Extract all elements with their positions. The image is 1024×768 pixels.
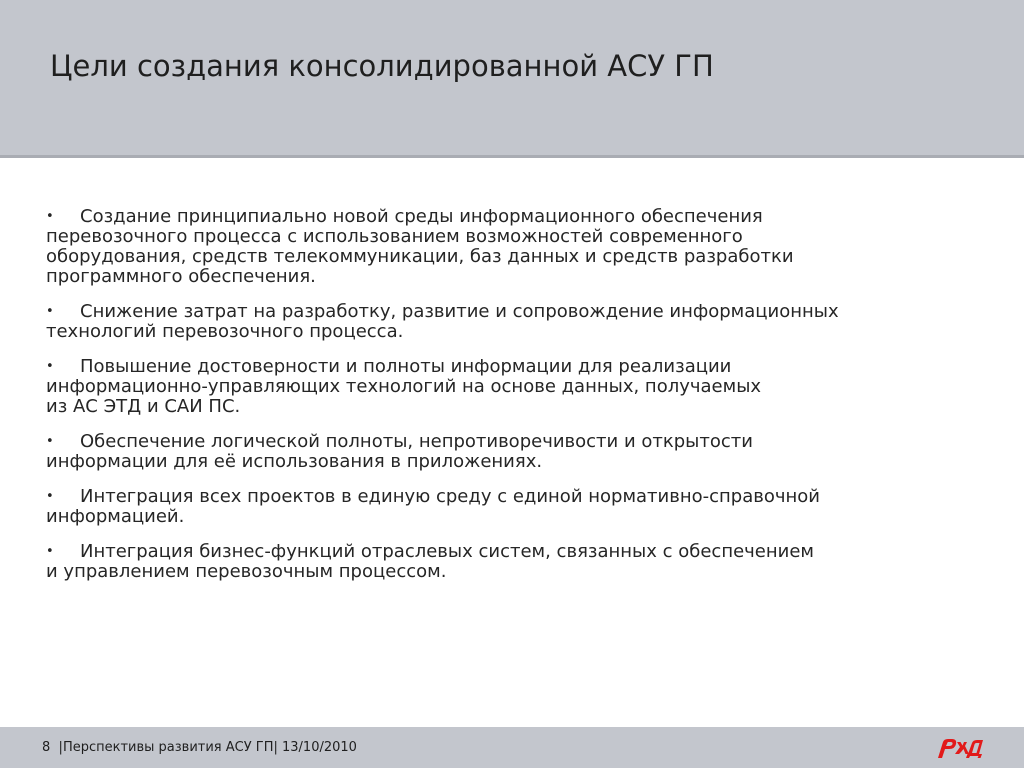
bullet-text-line: информации для её использования в приложениях. bbox=[46, 451, 543, 472]
bullet-marker: • bbox=[46, 434, 54, 449]
bullet-item bbox=[46, 542, 986, 582]
bullet-marker: • bbox=[46, 359, 54, 374]
bullet-item bbox=[46, 357, 986, 417]
bullet-text-line: и управлением перевозочным процессом. bbox=[46, 561, 447, 582]
bullet-marker: • bbox=[46, 304, 54, 319]
bullet-item bbox=[46, 432, 986, 472]
bullet-text-line: оборудования, средств телекоммуникации, баз данных и средств разработки bbox=[46, 246, 794, 267]
bullet-text-line: Снижение затрат на разработку, развитие и сопровождение информационных bbox=[80, 301, 839, 322]
bullet-text-line: Интеграция бизнес-функций отраслевых систем, связанных с обеспечением bbox=[80, 541, 814, 562]
bullet-text-line: из АС ЭТД и САИ ПС. bbox=[46, 396, 241, 417]
bullet-text-line: Повышение достоверности и полноты информации для реализации bbox=[80, 356, 732, 377]
footer-separator: | bbox=[50, 740, 63, 755]
rzd-logo-icon bbox=[934, 734, 986, 760]
bullet-text-line: Создание принципиально новой среды информационного обеспечения bbox=[80, 206, 763, 227]
slide-footer bbox=[0, 727, 1024, 768]
bullet-text-line: перевозочного процесса с использованием возможностей современного bbox=[46, 226, 743, 247]
bullet-text-line: Интеграция всех проектов в единую среду с единой нормативно-справочной bbox=[80, 486, 820, 507]
page-number: 8 bbox=[42, 740, 51, 755]
bullet-text-line: информацией. bbox=[46, 506, 185, 527]
bullet-marker: • bbox=[46, 544, 54, 559]
footer-separator: | bbox=[273, 740, 282, 755]
bullet-item bbox=[46, 207, 986, 287]
slide-header bbox=[0, 0, 1024, 158]
bullet-item bbox=[46, 302, 986, 342]
bullet-text-line: информационно-управляющих технологий на основе данных, получаемых bbox=[46, 376, 762, 397]
presentation-date: 13/10/2010 bbox=[282, 740, 357, 755]
presentation-title: Перспективы развития АСУ ГП bbox=[62, 740, 274, 755]
bullet-list bbox=[46, 207, 986, 597]
footer-text bbox=[42, 740, 357, 755]
bullet-marker: • bbox=[46, 209, 54, 224]
bullet-text-line: Обеспечение логической полноты, непротиворечивости и открытости bbox=[80, 431, 753, 452]
bullet-item bbox=[46, 487, 986, 527]
bullet-text-line: технологий перевозочного процесса. bbox=[46, 321, 404, 342]
bullet-marker: • bbox=[46, 489, 54, 504]
slide-title: Цели создания консолидированной АСУ ГП bbox=[50, 49, 714, 83]
bullet-text-line: программного обеспечения. bbox=[46, 266, 316, 287]
